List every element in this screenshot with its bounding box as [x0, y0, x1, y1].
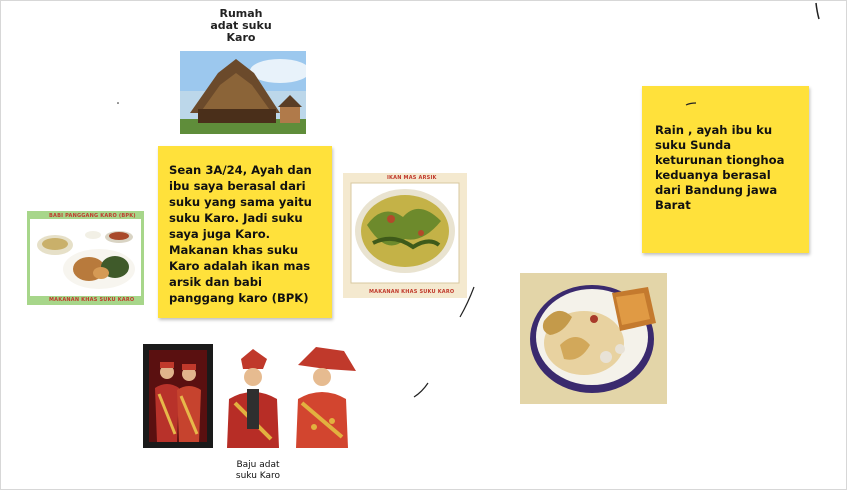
rumah-adat-caption: Rumah adat suku Karo: [210, 7, 272, 44]
bpk-bottom-label: MAKANAN KHAS SUKU KARO: [49, 297, 135, 303]
bpk-top-label: BABI PANGGANG KARO (BPK): [49, 213, 136, 219]
sticky-note-sean-text: Sean 3A/24, Ayah dan ibu saya berasal dari suku yang sama yaitu suku Karo. Jadi suku saya juga Karo. Makanan khas suku Karo adalah ikan mas arsik dan babi panggang karo (BPK): [169, 163, 312, 305]
pen-dot: [117, 102, 119, 104]
pen-stroke: [460, 287, 474, 317]
sticky-note-rain-text: Rain , ayah ibu ku suku Sunda keturunan tionghoa keduanya berasal dari Bandung jawa Barat: [655, 123, 785, 212]
arsik-bottom-label: MAKANAN KHAS SUKU KARO: [369, 289, 455, 295]
arsik-top-label: IKAN MAS ARSIK: [387, 175, 437, 181]
pen-stroke: [816, 3, 819, 19]
pen-stroke: [686, 103, 696, 105]
pen-stroke: [414, 383, 428, 397]
baju-adat-caption: Baju adat suku Karo: [235, 460, 281, 481]
